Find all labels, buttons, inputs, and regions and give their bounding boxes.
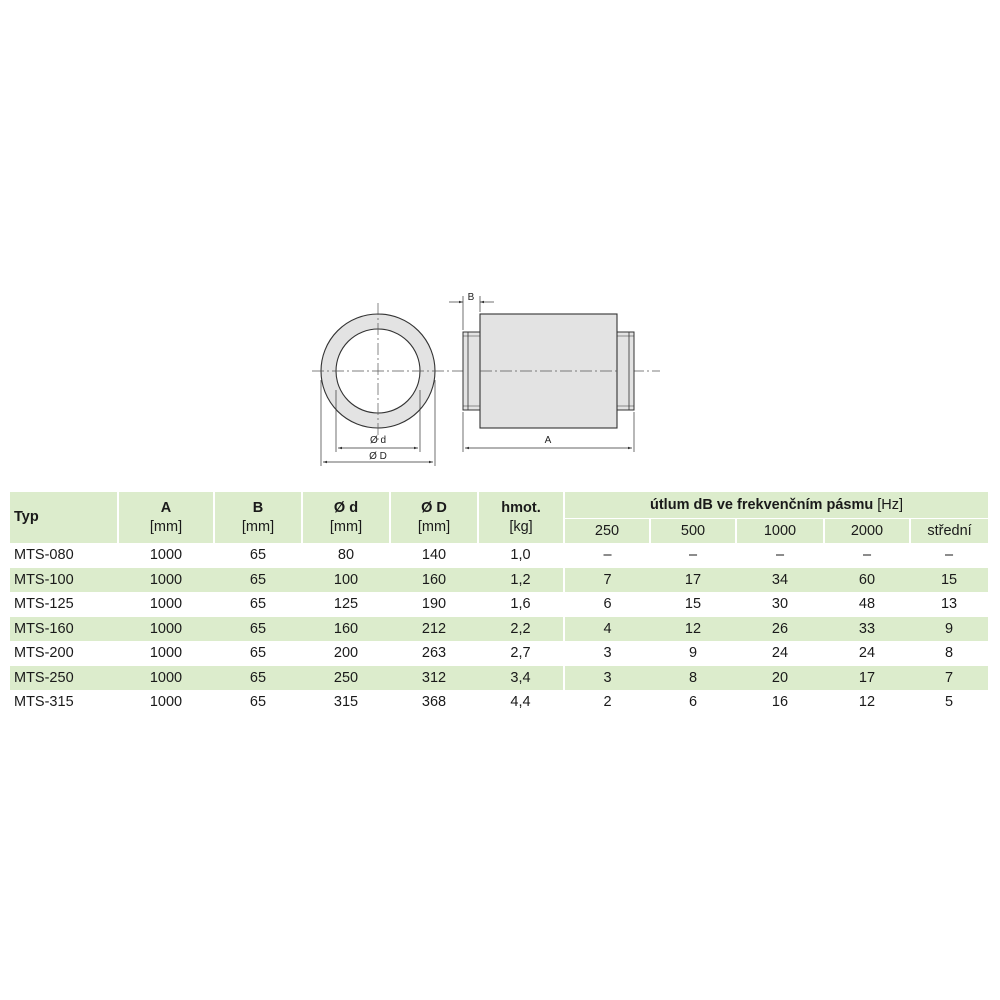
cell-a: 1000 xyxy=(149,645,183,662)
cell-type: MTS-080 xyxy=(14,547,74,564)
cell-type: MTS-125 xyxy=(14,596,74,613)
cell-weight: 2,2 xyxy=(478,617,564,642)
cell-att-1000: 26 xyxy=(736,617,824,642)
cell-a: 1000 xyxy=(149,694,183,711)
table-row xyxy=(10,617,988,642)
cell-att-500: 6 xyxy=(688,694,698,711)
cell-att-500: – xyxy=(688,547,698,564)
table-body xyxy=(10,543,988,715)
table-row xyxy=(10,666,988,691)
cell-att-2000: 33 xyxy=(824,617,910,642)
cell-outer-diameter: 140 xyxy=(421,547,447,564)
cell-att-1000: 24 xyxy=(771,645,789,662)
cell-att-250: – xyxy=(564,543,650,568)
cell-att-mid: 5 xyxy=(944,694,954,711)
table-row xyxy=(10,641,988,666)
cell-b: 65 xyxy=(249,694,267,711)
cell-a: 1000 xyxy=(118,617,214,642)
cell-att-500: 9 xyxy=(688,645,698,662)
cell-outer-diameter: 160 xyxy=(390,568,478,593)
header-freq: 2000 xyxy=(824,519,910,544)
specification-table xyxy=(10,492,988,715)
table-row xyxy=(10,690,988,715)
dimension-A-label: A xyxy=(544,435,552,446)
cell-inner-diameter: 80 xyxy=(337,547,355,564)
cell-att-250: 4 xyxy=(564,617,650,642)
cell-att-2000: 12 xyxy=(858,694,876,711)
table-row xyxy=(10,543,988,568)
table-row xyxy=(10,568,988,593)
cell-type: MTS-315 xyxy=(14,694,74,711)
left-collar xyxy=(463,332,480,410)
dimension-D-label: Ø D xyxy=(369,451,387,462)
cell-outer-diameter: 212 xyxy=(390,617,478,642)
header-weight: hmot. [kg] xyxy=(478,492,564,543)
cell-a: 1000 xyxy=(149,547,183,564)
cell-a: 1000 xyxy=(118,666,214,691)
cell-type: MTS-100 xyxy=(10,568,118,593)
cell-outer-diameter: 368 xyxy=(421,694,447,711)
cell-weight: 1,6 xyxy=(510,596,531,613)
cell-b: 65 xyxy=(249,596,267,613)
cell-inner-diameter: 125 xyxy=(333,596,359,613)
header-freq: 250 xyxy=(564,519,650,544)
cell-inner-diameter: 160 xyxy=(302,617,390,642)
header-freq: 1000 xyxy=(736,519,824,544)
cell-att-250: 2 xyxy=(564,690,650,715)
cell-att-2000: 48 xyxy=(858,596,876,613)
header-typ: Typ xyxy=(10,492,118,543)
cell-a: 1000 xyxy=(118,568,214,593)
cell-att-2000: – xyxy=(862,547,872,564)
cell-inner-diameter: 200 xyxy=(333,645,359,662)
cell-b: 65 xyxy=(214,617,302,642)
cell-att-250: 3 xyxy=(564,666,650,691)
cell-b: 65 xyxy=(214,568,302,593)
cell-att-1000: 30 xyxy=(771,596,789,613)
cell-b: 65 xyxy=(249,547,267,564)
cell-b: 65 xyxy=(214,666,302,691)
cell-att-mid: 7 xyxy=(910,666,988,691)
cell-att-mid: – xyxy=(944,547,954,564)
cell-outer-diameter: 190 xyxy=(421,596,447,613)
header-inner-diameter: Ø d [mm] xyxy=(302,492,390,543)
cell-att-1000: 34 xyxy=(736,568,824,593)
cell-att-mid: 15 xyxy=(910,568,988,593)
cell-a: 1000 xyxy=(149,596,183,613)
cell-att-1000: – xyxy=(775,547,785,564)
header-b: B [mm] xyxy=(214,492,302,543)
cell-att-500: 15 xyxy=(684,596,702,613)
cell-att-mid: 8 xyxy=(944,645,954,662)
side-view xyxy=(449,292,634,452)
dimension-d-label: Ø d xyxy=(369,435,387,446)
cell-weight: 2,7 xyxy=(510,645,531,662)
cell-att-250: 3 xyxy=(564,641,650,666)
cell-att-2000: 60 xyxy=(824,568,910,593)
cell-b: 65 xyxy=(249,645,267,662)
cell-att-250: 6 xyxy=(564,592,650,617)
cell-type: MTS-200 xyxy=(14,645,74,662)
cell-att-2000: 17 xyxy=(824,666,910,691)
cell-outer-diameter: 263 xyxy=(421,645,447,662)
cell-weight: 4,4 xyxy=(510,694,531,711)
header-freq: střední xyxy=(910,519,988,544)
cell-type: MTS-160 xyxy=(10,617,118,642)
cell-att-1000: 20 xyxy=(736,666,824,691)
cell-att-mid: 9 xyxy=(910,617,988,642)
technical-drawing xyxy=(0,0,1000,480)
cell-att-500: 12 xyxy=(650,617,736,642)
dimension-B-label: B xyxy=(467,292,475,303)
cell-att-mid: 13 xyxy=(940,596,958,613)
cell-att-2000: 24 xyxy=(858,645,876,662)
cell-inner-diameter: 100 xyxy=(302,568,390,593)
cell-att-1000: 16 xyxy=(771,694,789,711)
cell-weight: 1,2 xyxy=(478,568,564,593)
header-attenuation: útlum dB ve frekvenčním pásmu [Hz] xyxy=(564,492,988,519)
table-row xyxy=(10,592,988,617)
header-outer-diameter: Ø D [mm] xyxy=(390,492,478,543)
cell-type: MTS-250 xyxy=(10,666,118,691)
cell-att-500: 8 xyxy=(650,666,736,691)
cell-att-250: 7 xyxy=(564,568,650,593)
right-collar xyxy=(617,332,634,410)
header-freq: 500 xyxy=(650,519,736,544)
cell-outer-diameter: 312 xyxy=(390,666,478,691)
cell-weight: 3,4 xyxy=(478,666,564,691)
header-a: A [mm] xyxy=(118,492,214,543)
cell-weight: 1,0 xyxy=(510,547,531,564)
cell-inner-diameter: 250 xyxy=(302,666,390,691)
cell-inner-diameter: 315 xyxy=(333,694,359,711)
table-header xyxy=(10,492,988,543)
cell-att-500: 17 xyxy=(650,568,736,593)
